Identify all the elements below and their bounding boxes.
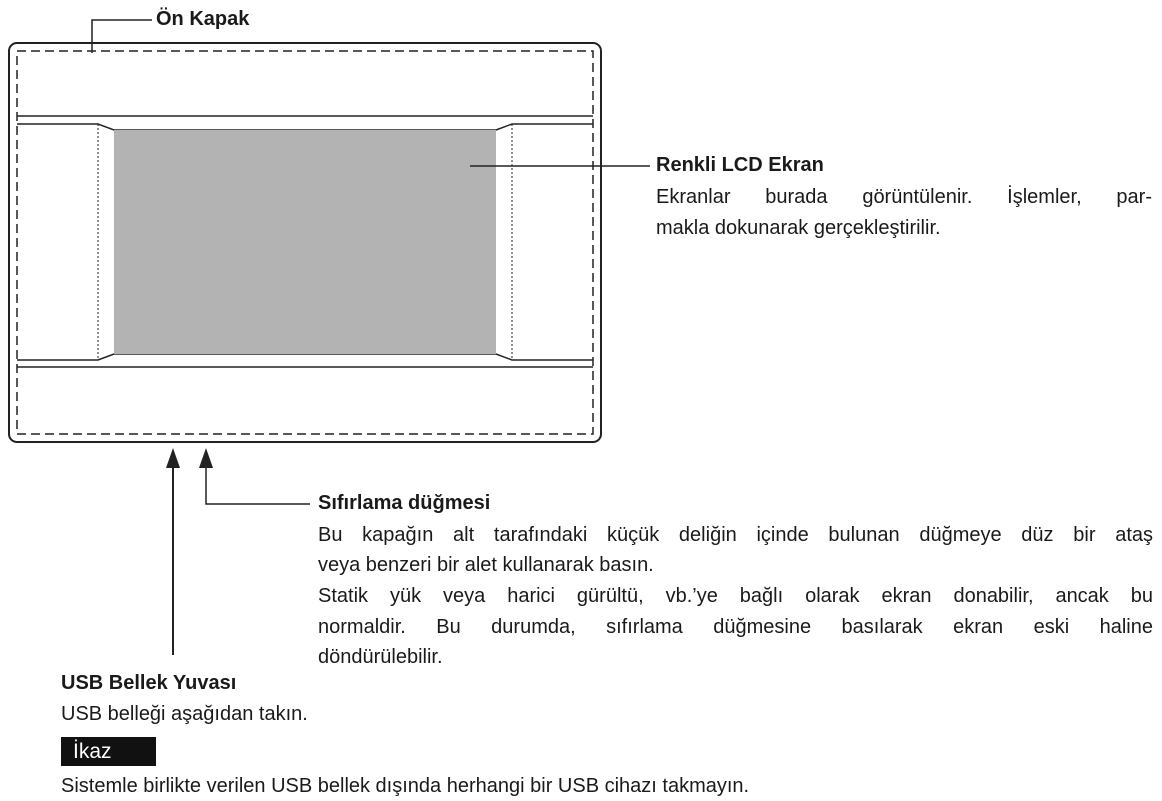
- warning-text: Sistemle birlikte verilen USB bellek dışında herhangi bir USB cihazı takmayın.: [61, 775, 750, 797]
- lcd-desc-line2: makla dokunarak gerçekleştirilir.: [656, 217, 941, 239]
- reset-arrowhead: [199, 448, 213, 468]
- reset-line3: Statik yük veya harici gürültü, vb.’ye bağlı olarak ekran donabilir, ancak bu: [318, 585, 1153, 607]
- usb-desc: USB belleği aşağıdan takın.: [61, 703, 308, 725]
- reset-line2: veya benzeri bir alet kullanarak basın.: [318, 554, 654, 576]
- front-cover-leader: [92, 20, 152, 53]
- lcd-desc-line1: Ekranlar burada görüntülenir. İşlemler, par-: [656, 186, 1152, 208]
- warning-badge: İkaz: [61, 737, 156, 766]
- usb-title: USB Bellek Yuvası: [61, 672, 237, 694]
- lcd-title: Renkli LCD Ekran: [656, 154, 824, 176]
- reset-line1: Bu kapağın alt tarafındaki küçük deliğin içinde bulunan düğmeye düz bir ataş: [318, 524, 1153, 546]
- reset-line4: normaldir. Bu durumda, sıfırlama düğmesine basılarak ekran eski haline: [318, 616, 1153, 638]
- reset-line5: döndürülebilir.: [318, 646, 443, 668]
- lcd-screen: [114, 130, 496, 354]
- front-cover-title: Ön Kapak: [156, 8, 250, 30]
- usb-arrowhead: [166, 448, 180, 468]
- reset-leader: [206, 466, 310, 504]
- reset-title: Sıfırlama düğmesi: [318, 492, 491, 514]
